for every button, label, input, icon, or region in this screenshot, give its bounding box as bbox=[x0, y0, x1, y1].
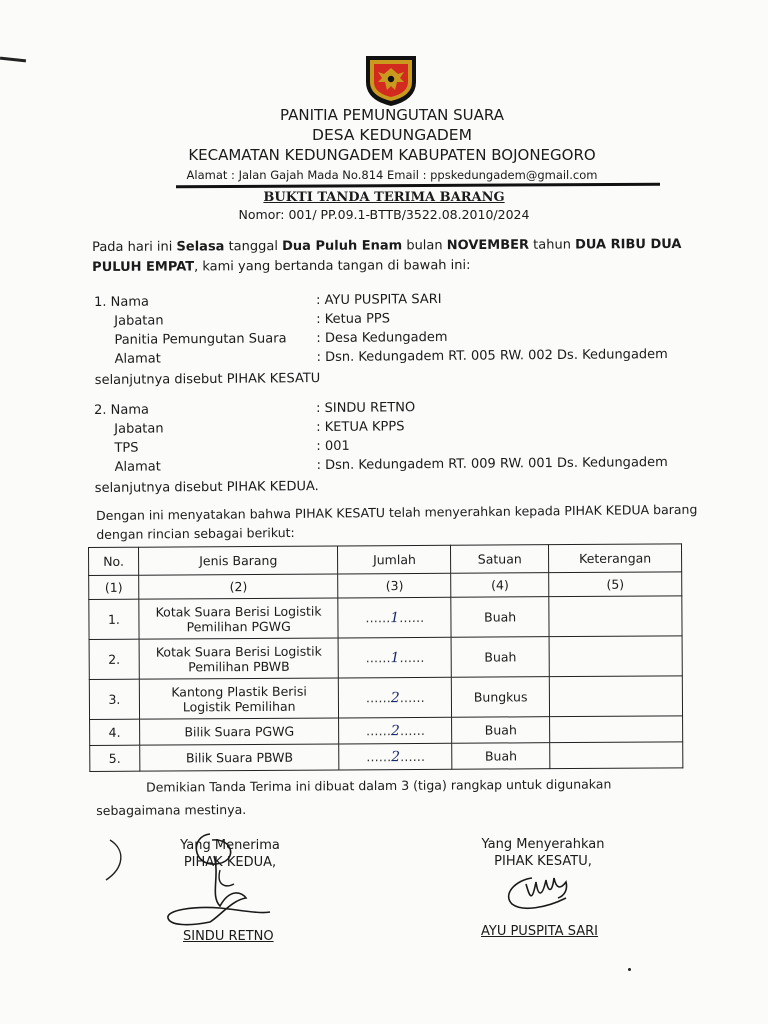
row-qty-value: 1 bbox=[390, 649, 400, 666]
row-note bbox=[549, 636, 682, 677]
row-qty-value: 2 bbox=[391, 748, 401, 765]
row-qty: ……2…… bbox=[339, 743, 452, 770]
party-2-address: : Dsn. Kedungadem RT. 009 RW. 001 Ds. Kedungadem bbox=[316, 454, 668, 474]
row-no: 2. bbox=[89, 639, 139, 679]
speck bbox=[628, 968, 631, 971]
party-1-designation: selanjutnya disebut PIHAK KESATU bbox=[94, 371, 321, 388]
intro-text: , kami yang bertanda tangan di bawah ini: bbox=[194, 258, 471, 275]
row-item bbox=[139, 718, 339, 745]
giver-signature bbox=[496, 868, 586, 918]
party-1-committee-label: Panitia Pemungutan Suara bbox=[114, 331, 287, 348]
row-unit: Bungkus bbox=[452, 677, 550, 718]
party-1-name-label: 1. Nama bbox=[94, 294, 150, 310]
row-item bbox=[139, 638, 339, 679]
party-2-position: : KETUA KPPS bbox=[316, 419, 405, 436]
bracket-mark bbox=[100, 836, 130, 886]
party-1-position-label: Jabatan bbox=[114, 313, 164, 329]
row-item-line: Logistik Pemilihan bbox=[182, 698, 296, 714]
giver-block bbox=[470, 836, 616, 870]
party-2-name: : SINDU RETNO bbox=[316, 400, 416, 417]
intro-text: tahun bbox=[528, 237, 576, 253]
table-row bbox=[89, 676, 682, 720]
intro-text: tanggal bbox=[224, 239, 283, 255]
row-item-line: Pemilihan PGWG bbox=[186, 618, 291, 634]
row-qty-value: 2 bbox=[390, 689, 400, 706]
row-qty-value: 2 bbox=[390, 722, 401, 739]
closing-line-1: Demikian Tanda Terima ini dibuat dalam 3 (tiga) rangkap untuk digunakan bbox=[146, 776, 612, 795]
row-unit: Buah bbox=[451, 597, 549, 638]
row-item-line: Kotak Suara Berisi Logistik bbox=[155, 643, 322, 660]
intro-day: Selasa bbox=[176, 239, 225, 255]
intro-month: NOVEMBER bbox=[446, 237, 530, 254]
party-2-tps-label: TPS bbox=[114, 440, 139, 456]
header-line-3: KECAMATAN KEDUNGADEM KABUPATEN BOJONEGORO bbox=[188, 146, 596, 164]
row-item bbox=[140, 744, 340, 771]
party-1-name: : AYU PUSPITA SARI bbox=[316, 291, 442, 309]
giver-role: Yang Menyerahkan bbox=[481, 837, 605, 852]
receiver-name: SINDU RETNO bbox=[183, 929, 274, 944]
intro-text: Pada hari ini bbox=[92, 239, 177, 255]
numbering-cell: (4) bbox=[451, 573, 549, 598]
header-rule bbox=[176, 183, 660, 189]
header-line-2: DESA KEDUNGADEM bbox=[312, 126, 472, 144]
receiver-role: Yang Menerima bbox=[180, 838, 280, 853]
numbering-cell: (5) bbox=[549, 572, 682, 597]
col-header-unit: Satuan bbox=[451, 545, 549, 574]
row-item-line: Kantong Plastik Berisi bbox=[171, 683, 307, 699]
numbering-cell: (2) bbox=[139, 574, 339, 599]
header-address: Alamat : Jalan Gajah Mada No.814 Email : ppskedungadem@gmail.com bbox=[186, 168, 598, 182]
table-row bbox=[90, 742, 683, 772]
receiver-party: PIHAK KEDUA, bbox=[183, 855, 277, 870]
row-note bbox=[549, 676, 682, 717]
party-2-address-label: Alamat bbox=[114, 459, 161, 475]
closing-line-2: sebagaimana mestinya. bbox=[96, 801, 247, 818]
row-item-line: Kotak Suara Berisi Logistik bbox=[155, 603, 322, 620]
party-1-address: : Dsn. Kedungadem RT. 005 RW. 002 Ds. Kedungadem bbox=[316, 346, 668, 366]
row-item-line: Pemilihan PBWB bbox=[188, 658, 290, 674]
col-header-no: No. bbox=[89, 547, 139, 575]
party-2-tps: : 001 bbox=[316, 438, 350, 455]
col-header-qty: Jumlah bbox=[338, 545, 451, 574]
table-row bbox=[89, 636, 682, 680]
col-header-note: Keterangan bbox=[549, 544, 682, 573]
intro-text: bulan bbox=[402, 238, 447, 254]
statement-paragraph: Dengan ini menyatakan bahwa PIHAK KESATU telah menyerahkan kepada PIHAK KEDUA barang dengan rincian sebagai berikut: bbox=[96, 501, 698, 542]
table-header-row bbox=[89, 544, 682, 576]
intro-date: Dua Puluh Enam bbox=[282, 238, 403, 255]
header-line-1: PANITIA PEMUNGUTAN SUARA bbox=[280, 106, 504, 124]
party-2-position-label: Jabatan bbox=[114, 421, 164, 437]
party-1-block bbox=[94, 288, 715, 393]
row-qty-value: 1 bbox=[390, 609, 400, 626]
row-no: 3. bbox=[89, 679, 139, 719]
scan-edge-mark bbox=[0, 57, 26, 63]
row-qty: ……2…… bbox=[339, 677, 452, 718]
party-2-block bbox=[94, 396, 715, 501]
numbering-cell: (3) bbox=[338, 573, 451, 598]
closing-paragraph bbox=[96, 772, 696, 822]
receiver-signature bbox=[150, 826, 280, 936]
row-note bbox=[550, 716, 683, 743]
row-item bbox=[139, 598, 339, 639]
row-unit: Buah bbox=[452, 717, 550, 744]
table-numbering-row bbox=[89, 572, 682, 600]
document-number: Nomor: 001/ PP.09.1-BTTB/3522.08.2010/2024 bbox=[238, 207, 530, 222]
document-title: BUKTI TANDA TERIMA BARANG bbox=[263, 190, 505, 205]
row-item-line: Bilik Suara PBWB bbox=[185, 749, 294, 766]
row-note bbox=[550, 742, 683, 769]
row-no: 5. bbox=[90, 745, 140, 771]
row-item bbox=[139, 678, 339, 719]
items-table bbox=[88, 543, 683, 772]
party-1-address-label: Alamat bbox=[114, 351, 161, 367]
col-header-item: Jenis Barang bbox=[138, 546, 338, 575]
row-qty: ……2…… bbox=[339, 717, 452, 744]
numbering-cell: (1) bbox=[89, 575, 139, 599]
row-item-line: Bilik Suara PGWG bbox=[184, 723, 295, 740]
giver-party: PIHAK KESATU, bbox=[494, 854, 592, 869]
intro-year: DUA RIBU DUA PULUH EMPAT bbox=[92, 236, 682, 275]
row-unit: Buah bbox=[451, 637, 549, 678]
intro-paragraph bbox=[92, 235, 702, 278]
row-unit: Buah bbox=[452, 743, 550, 770]
row-qty: ……1…… bbox=[338, 597, 451, 638]
row-no: 4. bbox=[90, 719, 140, 745]
party-2-name-label: 2. Nama bbox=[94, 402, 150, 418]
party-1-position: : Ketua PPS bbox=[316, 311, 391, 328]
row-note bbox=[549, 596, 682, 637]
kpu-garuda-emblem-icon bbox=[360, 52, 422, 108]
party-2-designation: selanjutnya disebut PIHAK KEDUA. bbox=[94, 479, 319, 496]
row-no: 1. bbox=[89, 599, 139, 639]
party-1-committee: : Desa Kedungadem bbox=[316, 329, 448, 347]
row-qty: ……1…… bbox=[339, 637, 452, 678]
giver-name: AYU PUSPITA SARI bbox=[481, 924, 598, 939]
table-row bbox=[89, 596, 682, 640]
table-row bbox=[90, 716, 683, 746]
